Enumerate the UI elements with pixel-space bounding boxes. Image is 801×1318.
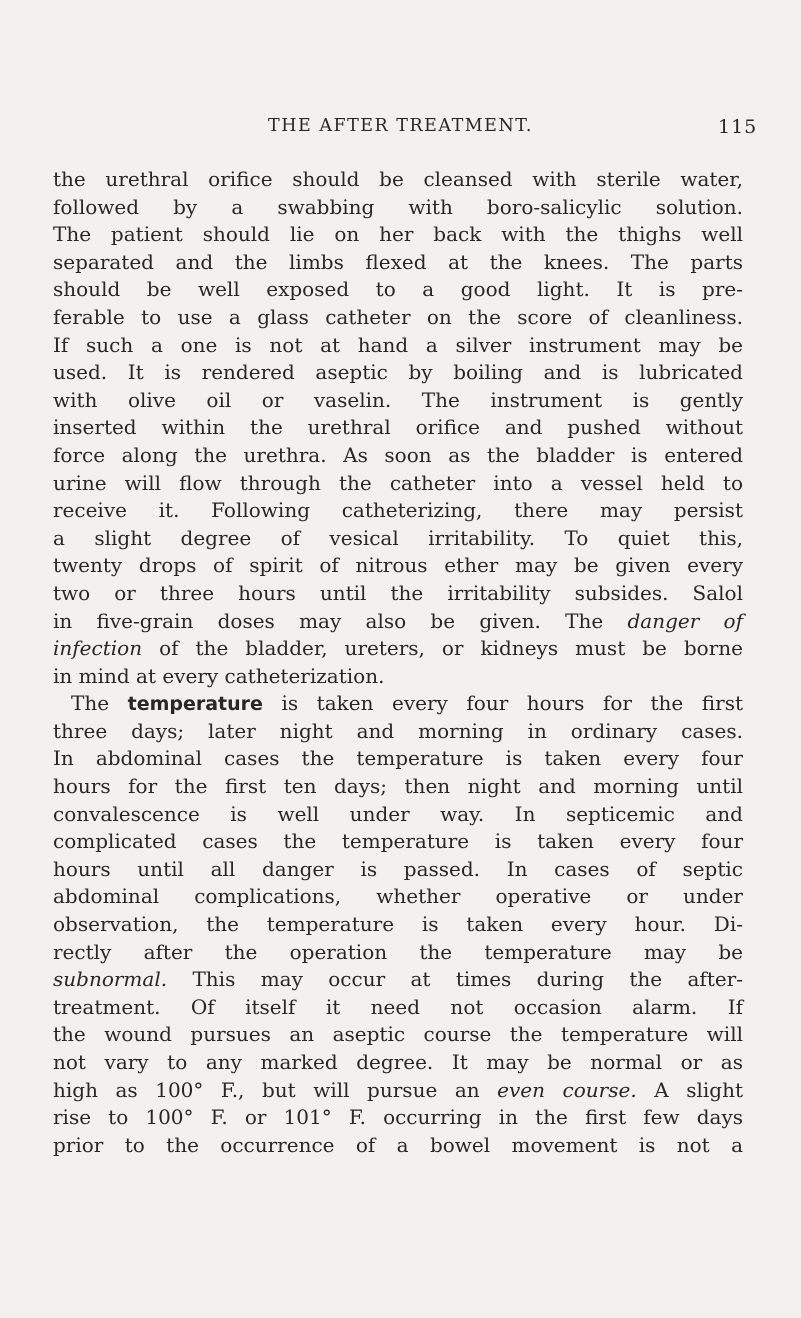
text-line: rise to 100° F. or 101° F. occurring in the first few days bbox=[53, 1105, 743, 1130]
text-line: hours until all danger is passed. In cases of septic bbox=[53, 856, 743, 881]
italic-text: danger of bbox=[627, 608, 743, 633]
text-line: complicated cases the temperature is taken every four bbox=[53, 829, 743, 854]
text-line: used. It is rendered aseptic by boiling and is lubricated bbox=[53, 360, 743, 385]
text-line: not vary to any marked degree. It may be normal or as bbox=[53, 1050, 743, 1074]
text-line: treatment. Of itself it need not occasion alarm. If bbox=[53, 994, 743, 1019]
text-line: If such a one is not at hand a silver instrument may be bbox=[53, 332, 743, 357]
text-line: the wound pursues an aseptic course the temperature will bbox=[53, 1022, 743, 1047]
text-line: abdominal complications, whether operative or under bbox=[53, 884, 743, 909]
text-line: The patient should lie on her back with the thighs well bbox=[53, 222, 743, 247]
text-line: rectly after the operation the temperature may be bbox=[53, 939, 743, 964]
text-line: force along the urethra. As soon as the bladder is entered bbox=[53, 442, 743, 467]
text-segment: is taken every four hours for the first bbox=[281, 691, 744, 716]
text-line: the urethral orifice should be cleansed with sterile water, bbox=[53, 167, 743, 191]
italic-text: subnormal. bbox=[53, 967, 168, 992]
text-line bbox=[53, 690, 743, 718]
text-line: hours for the first ten days; then night and morning until bbox=[53, 774, 743, 799]
italic-text: infection bbox=[53, 636, 143, 661]
italic-text: even course. bbox=[497, 1077, 637, 1102]
text-segment: high as 100° F., but will pursue an bbox=[53, 1077, 480, 1102]
text-line: inserted within the urethral orifice and pushed without bbox=[53, 415, 743, 440]
text-segment: The bbox=[71, 691, 110, 716]
text-line: should be well exposed to a good light. It is pre- bbox=[53, 277, 743, 302]
text-line bbox=[53, 966, 743, 994]
page-header bbox=[0, 114, 801, 144]
running-head: THE AFTER TREATMENT. bbox=[268, 116, 533, 136]
page-number: 115 bbox=[718, 116, 758, 138]
text-line: receive it. Following catheterizing, there may persist bbox=[53, 498, 743, 523]
text-line: in mind at every catheterization. bbox=[53, 663, 385, 688]
text-line: ferable to use a glass catheter on the score of cleanliness. bbox=[53, 304, 743, 329]
text-line: a slight degree of vesical irritability. To quiet this, bbox=[53, 525, 743, 550]
text-line: observation, the temperature is taken every hour. Di- bbox=[53, 912, 743, 937]
text-segment: in five-grain doses may also be given. The bbox=[53, 608, 604, 633]
bold-text: temperature bbox=[127, 693, 263, 716]
text-line: In abdominal cases the temperature is taken every four bbox=[53, 746, 743, 771]
text-line: prior to the occurrence of a bowel movement is not a bbox=[53, 1132, 743, 1157]
text-line: urine will flow through the catheter into a vessel held to bbox=[53, 470, 743, 495]
body-text bbox=[53, 166, 743, 1159]
text-segment: This may occur at times during the after- bbox=[192, 967, 744, 992]
text-line bbox=[53, 608, 743, 636]
text-line: twenty drops of spirit of nitrous ether may be given every bbox=[53, 553, 743, 578]
text-line: two or three hours until the irritability subsides. Salol bbox=[53, 580, 743, 605]
text-line: separated and the limbs flexed at the knees. The parts bbox=[53, 249, 743, 274]
text-line bbox=[53, 635, 743, 663]
text-line: convalescence is well under way. In septicemic and bbox=[53, 801, 743, 826]
text-line: with olive oil or vaselin. The instrument is gently bbox=[53, 387, 743, 412]
text-line: three days; later night and morning in ordinary cases. bbox=[53, 718, 743, 743]
text-segment: of the bladder, ureters, or kidneys must be borne bbox=[159, 636, 743, 661]
text-line bbox=[53, 1077, 743, 1105]
text-segment: A slight bbox=[654, 1077, 744, 1102]
text-line: followed by a swabbing with boro-salicylic solution. bbox=[53, 194, 743, 219]
